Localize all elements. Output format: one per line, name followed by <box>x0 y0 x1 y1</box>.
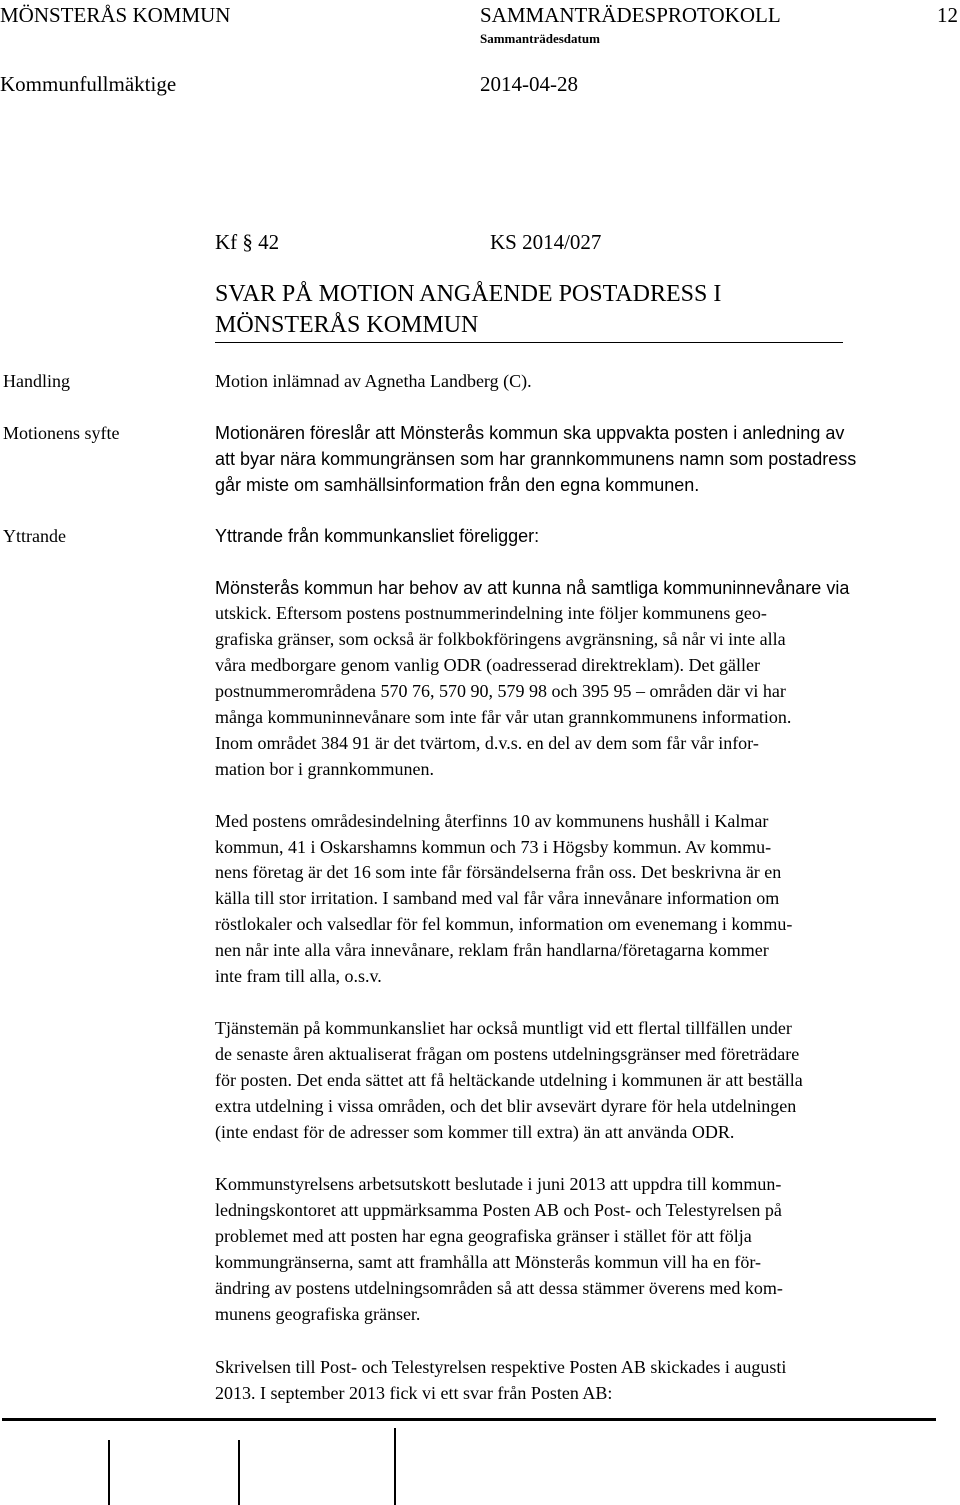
body-line: extra utdelning i vissa områden, och det blir avsevärt dyrare för hela utdelningen <box>215 1096 797 1116</box>
body-line: postnummerområdena 570 76, 570 90, 579 98 och 395 95 – områden där vi har <box>215 681 786 701</box>
signature-cell-divider <box>394 1428 396 1505</box>
signature-table-top-rule <box>2 1418 936 1421</box>
signature-cell-divider <box>108 1440 110 1505</box>
header-org: MÖNSTERÅS KOMMUN <box>0 3 231 27</box>
yttrande-intro: Yttrande från kommunkansliet föreligger: <box>215 526 540 546</box>
body-line: 2013. I september 2013 fick vi ett svar från Posten AB: <box>215 1383 613 1403</box>
case-number: KS 2014/027 <box>490 230 602 254</box>
body-line: ändring av postens utdelningsområden så att dessa stämmer överens med kom- <box>215 1278 783 1298</box>
body-line: Inom området 384 91 är det tvärtom, d.v.s. en del av dem som får vår infor- <box>215 733 759 753</box>
syfte-line: att byar nära kommungränsen som har grannkommunens namn som postadress <box>215 449 857 469</box>
title-underline <box>215 342 843 343</box>
body-line: Skrivelsen till Post- och Telestyrelsen respektive Posten AB skickades i augusti <box>215 1357 787 1377</box>
body-line: kommungränserna, samt att framhålla att Mönsterås kommun vill ha en för- <box>215 1252 761 1272</box>
body-line: många kommuninnevånare som inte får vår utan grannkommunens information. <box>215 707 792 727</box>
handling-text: Motion inlämnad av Agnetha Landberg (C). <box>215 371 532 391</box>
body-line: Tjänstemän på kommunkansliet har också muntligt vid ett flertal tillfällen under <box>215 1018 792 1038</box>
body-line: källa till stor irritation. I samband med val får våra innevånare information om <box>215 888 780 908</box>
body-line: nens företag är det 16 som inte får försändelserna från oss. Det beskrivna är en <box>215 862 782 882</box>
body-line: problemet med att posten har egna geografiska gränser i stället för att följa <box>215 1226 752 1246</box>
header-date-label: Sammanträdesdatum <box>480 31 600 46</box>
syfte-line: går miste om samhällsinformation från den egna kommunen. <box>215 475 700 495</box>
body-line: nen når inte alla våra innevånare, reklam från handlarna/företagarna kommer <box>215 940 769 960</box>
signature-cell-divider <box>238 1440 240 1505</box>
body-line: Med postens områdesindelning återfinns 10 av kommunens hushåll i Kalmar <box>215 811 769 831</box>
body-line: (inte endast för de adresser som kommer till extra) än att använda ODR. <box>215 1122 735 1142</box>
header-body: Kommunfullmäktige <box>0 72 177 96</box>
case-title-line1: SVAR PÅ MOTION ANGÅENDE POSTADRESS I <box>215 281 722 307</box>
body-line: ledningskontoret att uppmärksamma Posten AB och Post- och Telestyrelsen på <box>215 1200 782 1220</box>
body-line: för posten. Det enda sättet att få heltäckande utdelning i kommunen är att beställa <box>215 1070 803 1090</box>
body-line: kommun, 41 i Oskarshamns kommun och 73 i Högsby kommun. Av kommu- <box>215 837 772 857</box>
section-number: Kf § 42 <box>215 230 280 254</box>
case-title-line2: MÖNSTERÅS KOMMUN <box>215 312 479 338</box>
syfte-line: Motionären föreslår att Mönsterås kommun ska uppvakta posten i anledning av <box>215 423 845 443</box>
body-line: mation bor i grannkommunen. <box>215 759 434 779</box>
body-line: inte fram till alla, o.s.v. <box>215 966 382 986</box>
body-line: utskick. Eftersom postens postnummerindelning inte följer kommunens geo- <box>215 603 767 623</box>
body-line: Mönsterås kommun har behov av att kunna nå samtliga kommuninnevånare via <box>215 578 850 598</box>
body-line: munens geografiska gränser. <box>215 1304 421 1324</box>
page-number: 12 <box>937 3 958 27</box>
label-yttrande: Yttrande <box>3 526 66 546</box>
header-doc-type: SAMMANTRÄDESPROTOKOLL <box>480 3 781 27</box>
body-line: de senaste åren aktualiserat frågan om postens utdelningsgränser med företrädare <box>215 1044 800 1064</box>
body-line: Kommunstyrelsens arbetsutskott beslutade i juni 2013 att uppdra till kommun- <box>215 1174 782 1194</box>
body-line: röstlokaler och valsedlar för fel kommun, information om evenemang i kommu- <box>215 914 793 934</box>
label-syfte: Motionens syfte <box>3 423 120 443</box>
label-handling: Handling <box>3 371 70 391</box>
header-date: 2014-04-28 <box>480 72 578 96</box>
body-line: våra medborgare genom vanlig ODR (oadresserad direktreklam). Det gäller <box>215 655 760 675</box>
body-line: grafiska gränser, som också är folkbokföringens avgränsning, så når vi inte alla <box>215 629 786 649</box>
